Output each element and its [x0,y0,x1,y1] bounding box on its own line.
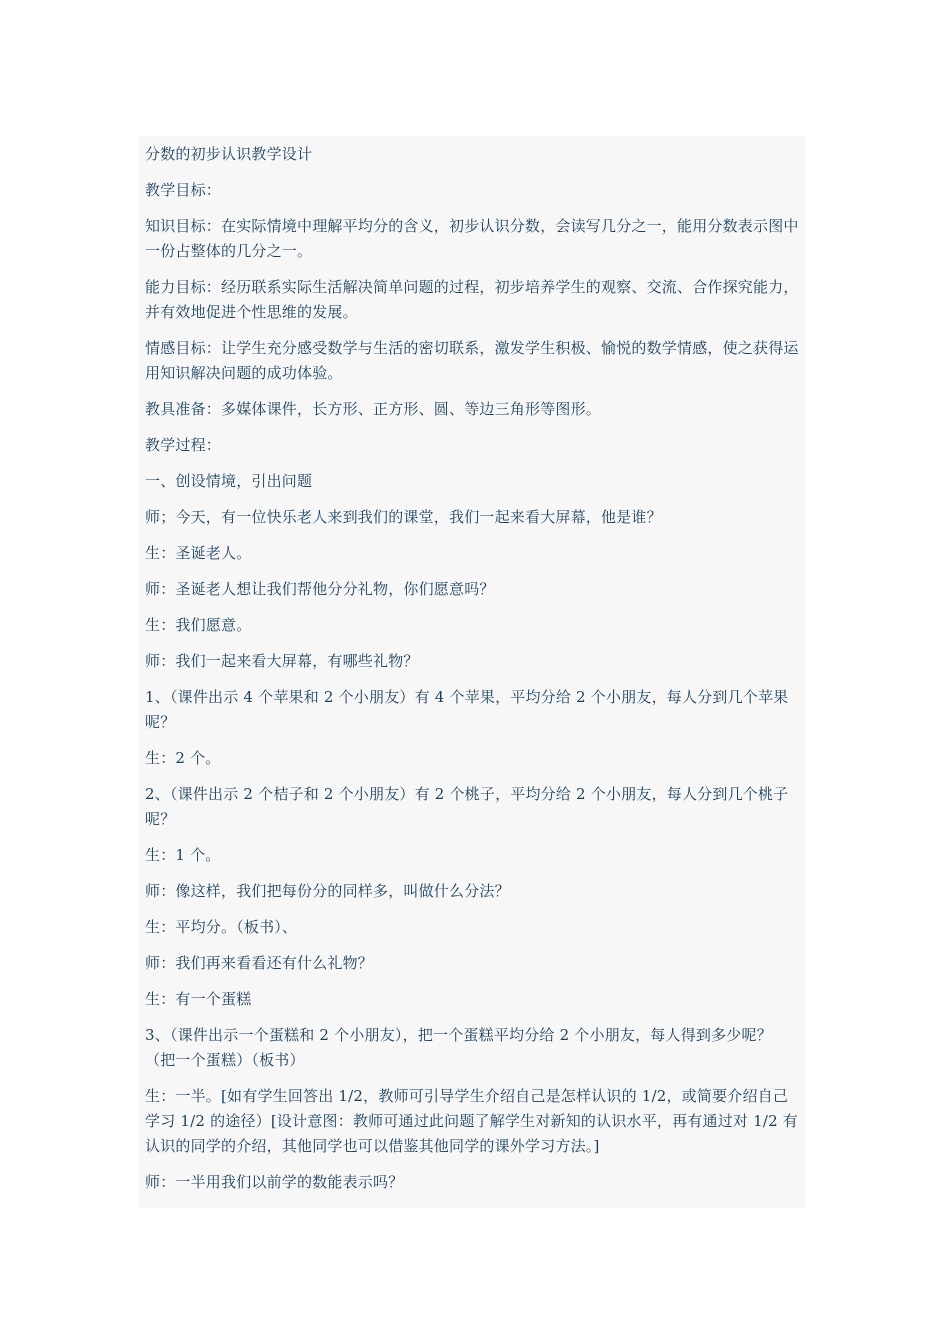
section-heading-process: 教学过程： [145,436,222,454]
dialogue-line: 师：像这样，我们把每份分的同样多，叫做什么分法？ [145,882,510,900]
dialogue-line: 师：圣诞老人想让我们帮他分分礼物，你们愿意吗？ [145,580,495,598]
dialogue-line: 师；今天，有一位快乐老人来到我们的课堂，我们一起来看大屏幕，他是谁？ [145,508,662,526]
exercise-item-2: 2、（课件出示 2 个桔子和 2 个小朋友）有 2 个桃子，平均分给 2 个小朋友，每人分到几个桃子呢？ [145,785,789,828]
dialogue-line: 生：平均分。（板书）、 [145,918,298,936]
document-page [138,136,806,1208]
dialogue-line: 生：一半。[如有学生回答出 1/2，教师可引导学生介绍自己是怎样认识的 1/2，或简要介绍自己学习 1/2 的途径）[设计意图：教师可通过此问题了解学生对新知的认识水平，再有通过对 1/2 有认识的同学的介绍，其他同学也可以借鉴其他同学的课外学习方法。] [145,1087,799,1155]
dialogue-line: 师：一半用我们以前学的数能表示吗？ [145,1173,404,1191]
knowledge-objective: 知识目标：在实际情境中理解平均分的含义，初步认识分数，会读写几分之一，能用分数表示图中一份占整体的几分之一。 [145,217,799,260]
dialogue-line: 生：圣诞老人。 [145,544,252,562]
document-title: 分数的初步认识教学设计 [145,145,313,163]
dialogue-line: 生：有一个蛋糕 [145,990,252,1008]
dialogue-line: 生：2 个。 [145,749,221,767]
step-heading-1: 一、创设情境，引出问题 [145,472,313,490]
dialogue-line: 生：我们愿意。 [145,616,252,634]
teaching-aids: 教具准备：多媒体课件，长方形、正方形、圆、等边三角形等图形。 [145,400,602,418]
exercise-item-1: 1、（课件出示 4 个苹果和 2 个小朋友）有 4 个苹果，平均分给 2 个小朋友，每人分到几个苹果呢？ [145,688,789,731]
dialogue-line: 生：1 个。 [145,846,221,864]
ability-objective: 能力目标：经历联系实际生活解决简单问题的过程，初步培养学生的观察、交流、合作探究能力，并有效地促进个性思维的发展。 [145,278,799,321]
exercise-item-3: 3、（课件出示一个蛋糕和 2 个小朋友），把一个蛋糕平均分给 2 个小朋友，每人得到多少呢？（把一个蛋糕）（板书） [145,1026,772,1069]
emotion-objective: 情感目标：让学生充分感受数学与生活的密切联系，激发学生积极、愉悦的数学情感，使之获得运用知识解决问题的成功体验。 [145,339,799,382]
dialogue-line: 师：我们再来看看还有什么礼物？ [145,954,374,972]
section-heading-objectives: 教学目标： [145,181,222,199]
dialogue-line: 师：我们一起来看大屏幕，有哪些礼物？ [145,652,419,670]
